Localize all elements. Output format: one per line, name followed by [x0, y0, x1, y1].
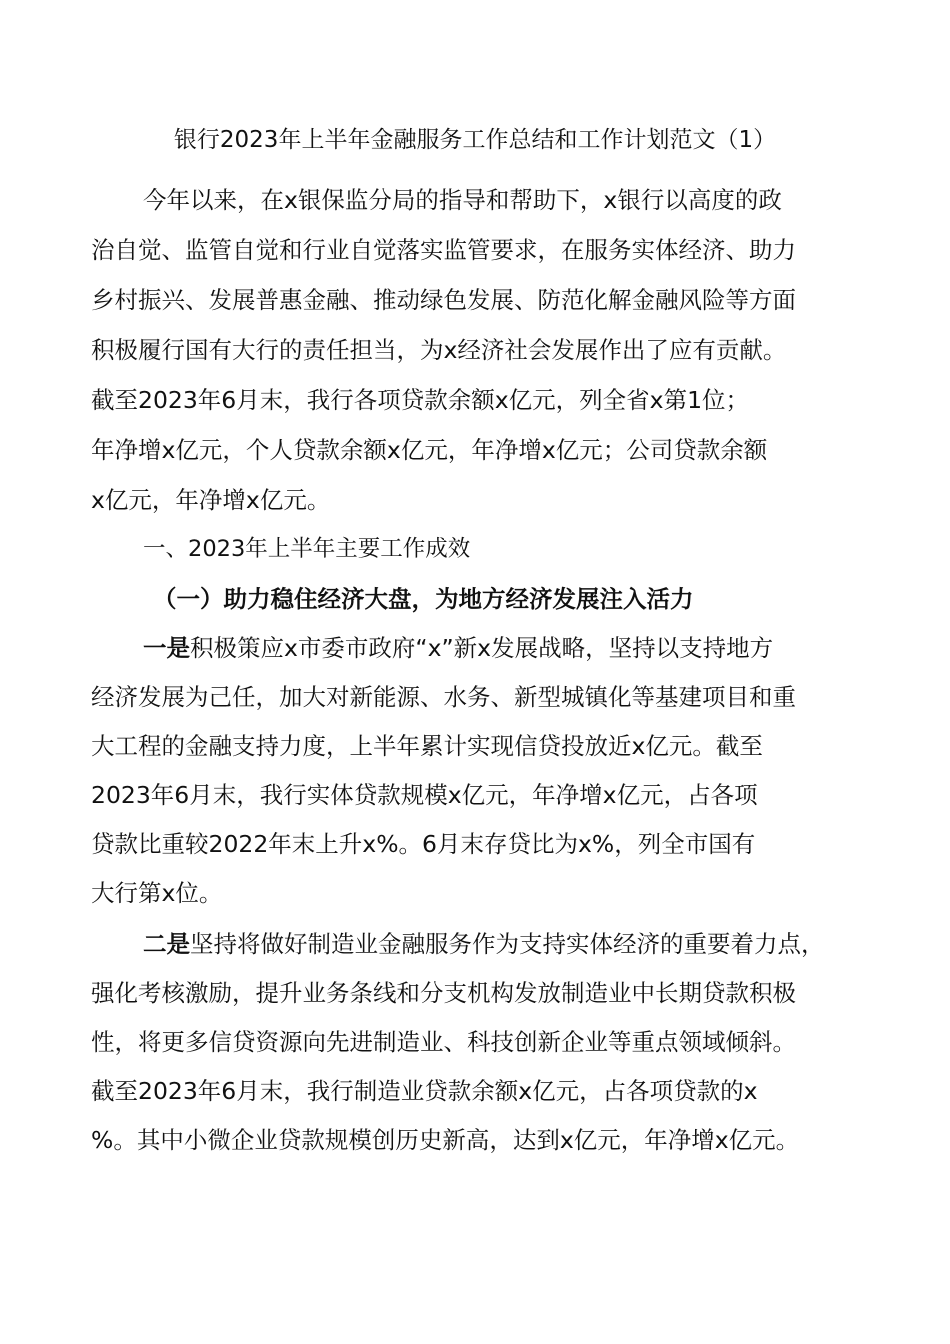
point2-line-1 [143, 924, 825, 964]
point1-lead: 一是 [143, 634, 190, 662]
point1-line-3: 大工程的金融支持力度，上半年累计实现信贷投放近x亿元。截至 [91, 732, 763, 760]
point1-line-4: 2023年6月末，我行实体贷款规模x亿元，年净增x亿元，占各项 [91, 781, 758, 809]
intro-line-4: 积极履行国有大行的责任担当，为x经济社会发展作出了应有贡献。 [91, 336, 787, 364]
point2-first-line-text: 坚持将做好制造业金融服务作为支持实体经济的重要着力点， [190, 930, 825, 958]
point2-line-4: 截至2023年6月末，我行制造业贷款余额x亿元，占各项贷款的x [91, 1077, 758, 1105]
point2-lead: 二是 [143, 930, 190, 958]
intro-line-6: 年净增x亿元，个人贷款余额x亿元，年净增x亿元；公司贷款余额 [91, 436, 768, 464]
section-heading: 一、2023年上半年主要工作成效 [143, 536, 471, 562]
point1-line-2: 经济发展为己任，加大对新能源、水务、新型城镇化等基建项目和重 [91, 683, 796, 711]
point1-line-5: 贷款比重较2022年末上升x%。6月末存贷比为x%，列全市国有 [91, 830, 756, 858]
intro-line-5: 截至2023年6月末，我行各项贷款余额x亿元，列全省x第1位； [91, 386, 750, 414]
point2-line-2: 强化考核激励，提升业务条线和分支机构发放制造业中长期贷款积极 [91, 979, 796, 1007]
point2-line-5: %。其中小微企业贷款规模创历史新高，达到x亿元，年净增x亿元。 [91, 1126, 800, 1154]
point2-line-3: 性，将更多信贷资源向先进制造业、科技创新企业等重点领域倾斜。 [91, 1028, 796, 1056]
point1-line-6: 大行第x位。 [91, 879, 223, 907]
point1-first-line-text: 积极策应x市委市政府“x”新x发展战略，坚持以支持地方 [190, 634, 774, 662]
intro-line-7: x亿元，年净增x亿元。 [91, 486, 331, 514]
document-title: 银行2023年上半年金融服务工作总结和工作计划范文（1） [173, 127, 777, 153]
intro-line-2: 治自觉、监管自觉和行业自觉落实监管要求，在服务实体经济、助力 [91, 236, 796, 264]
intro-line-1: 今年以来，在x银保监分局的指导和帮助下，x银行以高度的政 [143, 186, 782, 214]
intro-line-3: 乡村振兴、发展普惠金融、推动绿色发展、防范化解金融风险等方面 [91, 286, 796, 314]
subsection-heading: （一）助力稳住经济大盘，为地方经济发展注入活力 [153, 585, 694, 613]
point1-line-1 [143, 628, 773, 668]
